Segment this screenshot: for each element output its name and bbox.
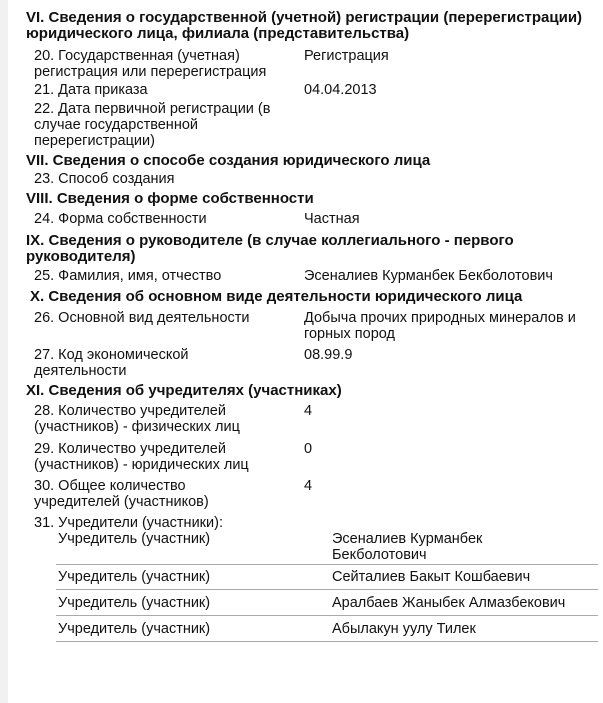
field-23-label: 23. Способ создания: [34, 171, 175, 187]
field-25-label: 25. Фамилия, имя, отчество: [34, 268, 222, 284]
field-26-value: Добыча прочих природных минералов и горных пород: [304, 310, 576, 342]
field-31-label: 31. Учредители (участники):: [34, 515, 223, 531]
field-30-label: 30. Общее количество учредителей (участников): [34, 478, 209, 510]
field-28-label: 28. Количество учредителей (участников) - физических лиц: [34, 403, 240, 435]
section-11-title: XI. Сведения об учредителях (участниках): [26, 382, 342, 399]
left-margin-bar: [0, 0, 8, 703]
founder-name: Сейталиев Бакыт Кошбаевич: [332, 569, 531, 585]
section-6-title: VI. Сведения о государственной (учетной) регистрации (перерегистрации) юридического лица, филиала (представительства): [26, 9, 583, 42]
field-20-value: Регистрация: [304, 48, 389, 64]
field-24-value: Частная: [304, 211, 360, 227]
founder-row-divider: [56, 615, 598, 616]
founder-name: Абылакун уулу Тилек: [332, 621, 476, 637]
founder-name: Эсеналиев Курманбек Бекболотович: [332, 531, 483, 563]
section-7-title: VII. Сведения о способе создания юридического лица: [26, 152, 431, 169]
founder-role: Учредитель (участник): [58, 531, 211, 547]
field-30-value: 4: [304, 478, 313, 494]
founder-role: Учредитель (участник): [58, 595, 211, 611]
field-22-label: 22. Дата первичной регистрации (в случае государственной перерегистрации): [34, 101, 271, 149]
field-28-value: 4: [304, 403, 313, 419]
field-21-value: 04.04.2013: [304, 82, 377, 98]
field-24-label: 24. Форма собственности: [34, 211, 207, 227]
founder-row-divider: [56, 641, 598, 642]
field-29-label: 29. Количество учредителей (участников) - юридических лиц: [34, 441, 249, 473]
field-27-value: 08.99.9: [304, 347, 353, 363]
field-20-label: 20. Государственная (учетная) регистрация или перерегистрация: [34, 48, 267, 80]
field-21-label: 21. Дата приказа: [34, 82, 148, 98]
founder-row-divider: [56, 589, 598, 590]
section-8-title: VIII. Сведения о форме собственности: [26, 190, 314, 207]
field-26-label: 26. Основной вид деятельности: [34, 310, 250, 326]
field-25-value: Эсеналиев Курманбек Бекболотович: [304, 268, 553, 284]
field-27-label: 27. Код экономической деятельности: [34, 347, 189, 379]
section-9-title: IX. Сведения о руководителе (в случае коллегиального - первого руководителя): [26, 232, 514, 265]
founder-name: Аралбаев Жаныбек Алмазбекович: [332, 595, 566, 611]
section-10-title: X. Сведения об основном виде деятельности юридического лица: [30, 288, 523, 305]
founder-role: Учредитель (участник): [58, 569, 211, 585]
field-29-value: 0: [304, 441, 313, 457]
founder-role: Учредитель (участник): [58, 621, 211, 637]
founder-row-divider: [56, 564, 598, 565]
